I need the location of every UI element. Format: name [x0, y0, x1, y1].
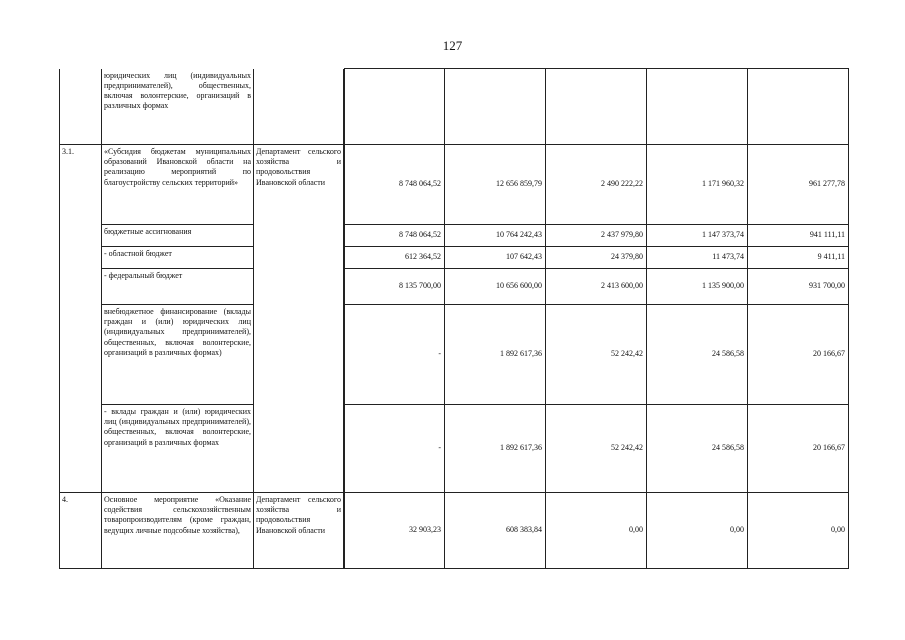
cell-value: 0,00	[546, 493, 647, 569]
cell-value: 1 135 900,00	[647, 269, 748, 305]
cell-value: 10 656 600,00	[445, 269, 546, 305]
row-executor	[254, 69, 344, 145]
page-number: 127	[442, 38, 463, 53]
table-row	[60, 225, 849, 247]
cell-value	[647, 69, 748, 145]
cell-value: 8 748 064,52	[345, 145, 445, 225]
cell-value	[546, 69, 647, 145]
table-row	[60, 493, 849, 569]
cell-value: -	[345, 405, 445, 493]
cell-value: 9 411,11	[748, 247, 849, 269]
cell-value	[748, 69, 849, 145]
cell-value: 961 277,78	[748, 145, 849, 225]
cell-value: 12 656 859,79	[445, 145, 546, 225]
row-number: 3.1.	[60, 145, 102, 493]
row-name: - федеральный бюджет	[102, 269, 254, 305]
cell-value: 20 166,67	[748, 305, 849, 405]
row-number: 4.	[60, 493, 102, 569]
cell-value: 24 379,80	[546, 247, 647, 269]
cell-value: 2 413 600,00	[546, 269, 647, 305]
cell-value	[445, 69, 546, 145]
row-name: - вклады граждан и (или) юридических лиц (индивидуальных предпринимателей), общественных, включая волонтерские, организаций в различных формах	[102, 405, 254, 493]
cell-value: 8 748 064,52	[345, 225, 445, 247]
cell-value: 107 642,43	[445, 247, 546, 269]
row-name: «Субсидия бюджетам муниципальных образований Ивановской области на реализацию мероприятий по благоустройству сельских территорий»	[102, 145, 254, 225]
row-executor: Департамент сельского хозяйства и продовольствия Ивановской области	[254, 493, 344, 569]
cell-value: 1 892 617,36	[445, 405, 546, 493]
table-row	[60, 69, 849, 145]
cell-value: 24 586,58	[647, 405, 748, 493]
table-row	[60, 269, 849, 305]
budget-table	[59, 68, 849, 569]
cell-value: 32 903,23	[345, 493, 445, 569]
table-row	[60, 405, 849, 493]
cell-value: 608 383,84	[445, 493, 546, 569]
row-number	[60, 69, 102, 145]
cell-value: 1 892 617,36	[445, 305, 546, 405]
cell-value: 52 242,42	[546, 305, 647, 405]
cell-value: 612 364,52	[345, 247, 445, 269]
table-row	[60, 247, 849, 269]
cell-value: 10 764 242,43	[445, 225, 546, 247]
cell-value: -	[345, 305, 445, 405]
cell-value: 24 586,58	[647, 305, 748, 405]
cell-value: 941 111,11	[748, 225, 849, 247]
row-name: внебюджетное финансирование (вклады граждан и (или) юридических лиц (индивидуальных предпринимателей), общественных, включая волонтерские, организаций в различных формах)	[102, 305, 254, 405]
cell-value: 11 473,74	[647, 247, 748, 269]
row-name: юридических лиц (индивидуальных предпринимателей), общественных, включая волонтерские, организаций в различных формах	[102, 69, 254, 145]
table-row	[60, 145, 849, 225]
cell-value: 1 147 373,74	[647, 225, 748, 247]
cell-value: 2 490 222,22	[546, 145, 647, 225]
row-executor: Департамент сельского хозяйства и продовольствия Ивановской области	[254, 145, 344, 493]
table-row	[60, 305, 849, 405]
row-name: - областной бюджет	[102, 247, 254, 269]
cell-value: 0,00	[748, 493, 849, 569]
cell-value: 52 242,42	[546, 405, 647, 493]
cell-value	[345, 69, 445, 145]
cell-value: 8 135 700,00	[345, 269, 445, 305]
row-name: Основное мероприятие «Оказание содействия сельскохозяйственным товаропроизводителям (кроме граждан, ведущих личные подсобные хозяйства),	[102, 493, 254, 569]
cell-value: 1 171 960,32	[647, 145, 748, 225]
cell-value: 2 437 979,80	[546, 225, 647, 247]
cell-value: 20 166,67	[748, 405, 849, 493]
cell-value: 931 700,00	[748, 269, 849, 305]
cell-value: 0,00	[647, 493, 748, 569]
row-name: бюджетные ассигнования	[102, 225, 254, 247]
